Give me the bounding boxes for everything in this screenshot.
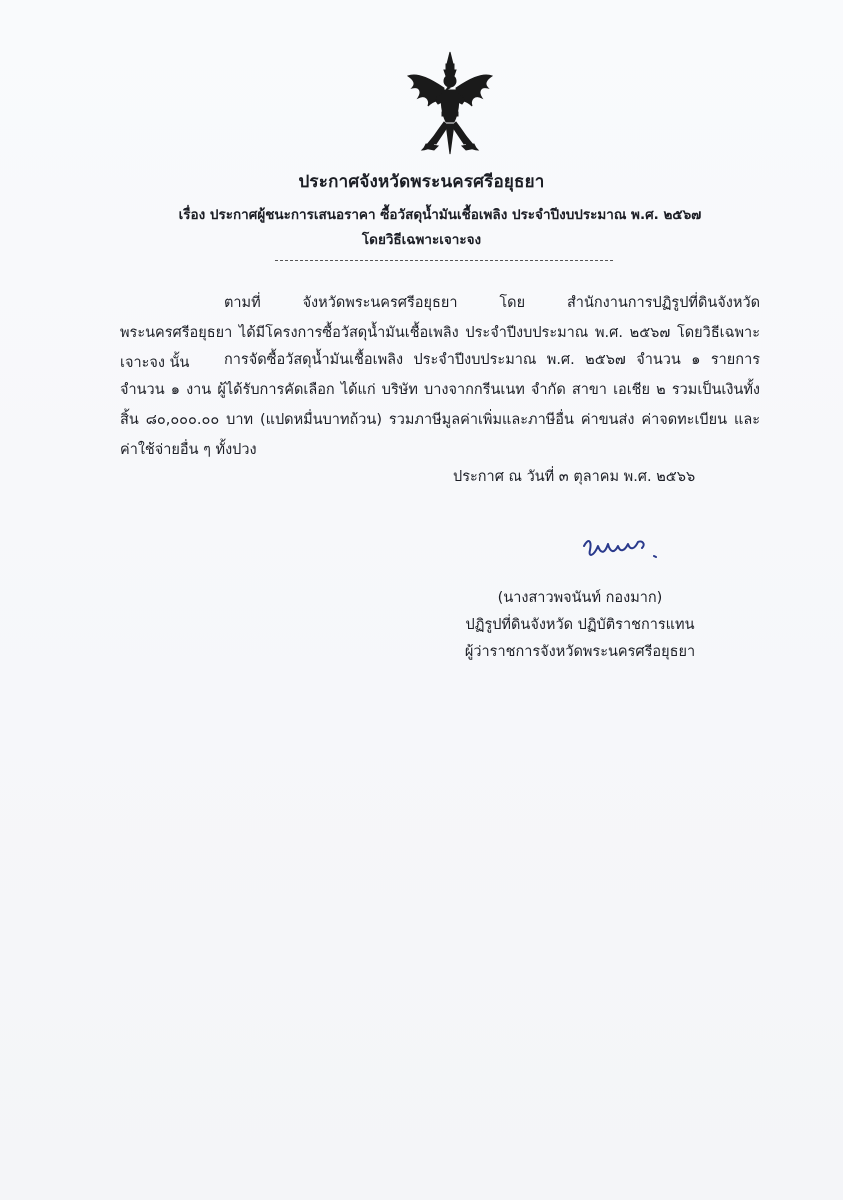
signatory-position-governor: ผู้ว่าราชการจังหวัดพระนครศรีอยุธยา bbox=[464, 644, 696, 660]
garuda-emblem-icon bbox=[404, 50, 496, 158]
paragraph-award-text: การจัดซื้อวัสดุน้ำมันเชื้อเพลิง ประจำปีงบประมาณ พ.ศ. ๒๕๖๗ จำนวน ๑ รายการ จำนวน ๑ งาน ผู้ได้รับการคัดเลือก ได้แก่ บริษัท บางจากกรีนเนท จำกัด สาขา เอเชีย ๒ รวมเป็นเงินทั้งสิ้น ๘๐,๐๐๐.๐๐ บาท (แปดหมื่นบาทถ้วน) รวมภาษีมูลค่าเพิ่มและภาษีอื่น ค่าขนส่ง ค่าจดทะเบียน และค่าใช้จ่ายอื่น ๆ ทั้งปวง bbox=[120, 352, 760, 458]
document-subject: เรื่อง ประกาศผู้ชนะการเสนอราคา ซื้อวัสดุน้ำมันเชื้อเพลิง ประจำปีงบประมาณ พ.ศ. ๒๕๖๗ bbox=[178, 207, 702, 223]
paragraph-award bbox=[120, 345, 760, 465]
document-subject-method: โดยวิธีเฉพาะเจาะจง bbox=[361, 232, 482, 248]
title-divider bbox=[275, 260, 613, 261]
handwritten-signature bbox=[580, 530, 670, 566]
announcement-date: ประกาศ ณ วันที่ ๓ ตุลาคม พ.ศ. ๒๕๖๖ bbox=[453, 469, 696, 485]
signatory-name: (นางสาวพจนันท์ กองมาก) bbox=[497, 590, 663, 606]
document-title: ประกาศจังหวัดพระนครศรีอยุธยา bbox=[298, 172, 545, 192]
paragraph-project-text: ตามที่ จังหวัดพระนครศรีอยุธยา โดย สำนักงานการปฏิรูปที่ดินจังหวัดพระนครศรีอยุธยา ได้มีโครงการซื้อวัสดุน้ำมันเชื้อเพลิง ประจำปีงบประมาณ พ.ศ. ๒๕๖๗ โดยวิธีเฉพาะเจาะจง นั้น bbox=[120, 295, 760, 371]
signatory-position: ปฏิรูปที่ดินจังหวัด ปฏิบัติราชการแทน bbox=[465, 617, 695, 633]
signature-block bbox=[450, 585, 810, 666]
